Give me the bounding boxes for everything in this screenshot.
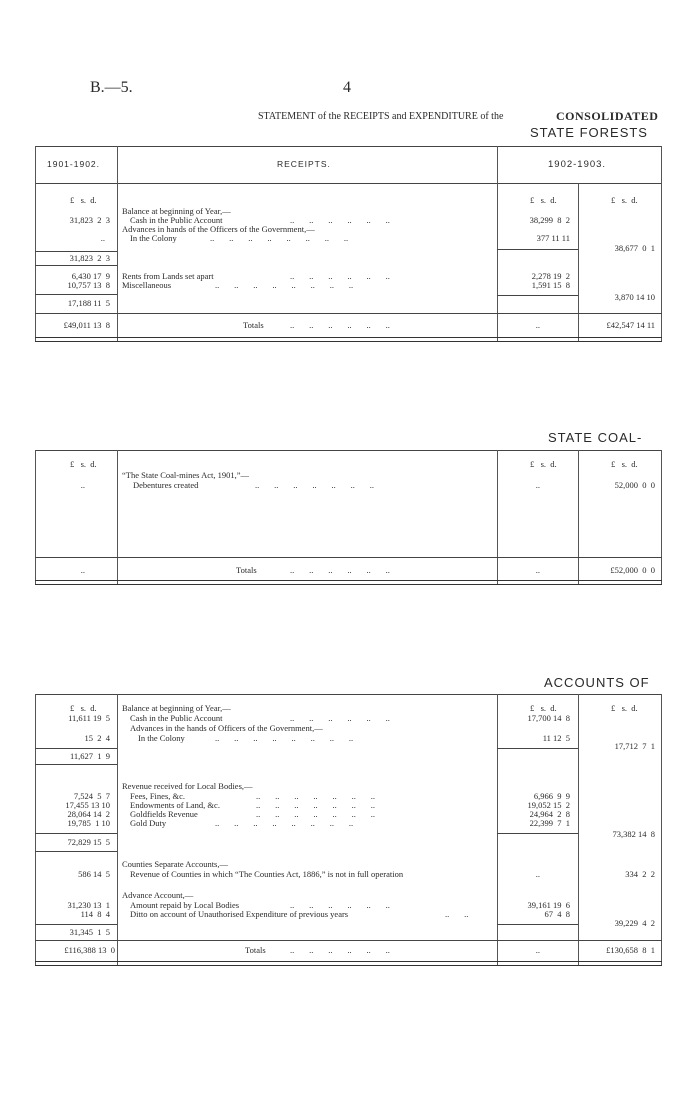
row-label: In the Colony bbox=[138, 733, 185, 743]
value: 31,823 2 3 bbox=[69, 215, 110, 225]
value: 22,399 7 1 bbox=[529, 818, 570, 828]
row-label: In the Colony bbox=[130, 233, 177, 243]
value: 24,964 2 8 bbox=[529, 809, 570, 819]
value: 19,785 1 10 bbox=[67, 818, 110, 828]
page-number: 4 bbox=[343, 79, 351, 96]
value: .. bbox=[80, 480, 85, 490]
row-label: Amount repaid by Local Bodies bbox=[130, 900, 240, 910]
subtotal: 72,829 15 5 bbox=[67, 837, 110, 847]
leader-dots: .. .. .. .. .. .. .. bbox=[256, 809, 375, 819]
value: 7,524 5 7 bbox=[73, 791, 110, 801]
subtotal: 17,712 7 1 bbox=[614, 741, 655, 751]
value: 17,455 13 10 bbox=[65, 800, 110, 810]
leader-dots: .. .. .. .. .. .. .. .. bbox=[210, 233, 349, 243]
page-reference: B.—5. bbox=[90, 79, 133, 96]
row-label: Cash in the Public Account bbox=[130, 215, 223, 225]
row-label: Rents from Lands set apart bbox=[122, 271, 214, 281]
row-label: Advance Account,— bbox=[122, 890, 194, 900]
units-mid: £ s. d. bbox=[530, 195, 557, 205]
subtotal: 17,188 11 5 bbox=[67, 298, 110, 308]
leader-dots: .. .. .. .. .. .. .. bbox=[256, 791, 375, 801]
total-mid: .. bbox=[535, 945, 540, 955]
leader-dots: .. .. .. .. .. .. .. .. bbox=[215, 818, 354, 828]
value: 2,278 19 2 bbox=[531, 271, 570, 281]
totals-label: Totals bbox=[245, 945, 266, 955]
statement-title: STATEMENT of the RECEIPTS and EXPENDITURE of the bbox=[258, 111, 504, 122]
value: 6,430 17 9 bbox=[71, 271, 110, 281]
row-label: “The State Coal-mines Act, 1901,”— bbox=[122, 470, 249, 480]
leader-dots: .. .. .. .. .. .. .. bbox=[256, 800, 375, 810]
row-label: Revenue of Counties in which “The Counties Act, 1886,” is not in full operation bbox=[130, 869, 404, 879]
leader-dots: .. .. bbox=[445, 909, 469, 919]
row-label: Endowments of Land, &c. bbox=[130, 800, 220, 810]
value: 17,700 14 8 bbox=[527, 713, 570, 723]
row-label: Gold Duty bbox=[130, 818, 167, 828]
value: 52,000 0 0 bbox=[614, 480, 655, 490]
total-mid: .. bbox=[535, 320, 540, 330]
row-label: Revenue received for Local Bodies,— bbox=[122, 781, 253, 791]
subtotal: 73,382 14 8 bbox=[612, 829, 655, 839]
state-forests-title: STATE FORESTS bbox=[530, 125, 648, 140]
value: 334 2 2 bbox=[625, 869, 655, 879]
totals-label: Totals bbox=[243, 320, 264, 330]
value: 114 8 4 bbox=[80, 909, 110, 919]
value: 67 4 8 bbox=[544, 909, 570, 919]
value: 11 12 5 bbox=[542, 733, 570, 743]
row-label: Cash in the Public Account bbox=[130, 713, 223, 723]
units-mid: £ s. d. bbox=[530, 459, 557, 469]
total-left: .. bbox=[80, 565, 85, 575]
leader-dots: .. .. .. .. .. .. bbox=[290, 565, 390, 575]
total-right: £52,000 0 0 bbox=[610, 565, 655, 575]
value: 586 14 5 bbox=[78, 869, 110, 879]
subtotal: 31,823 2 3 bbox=[69, 253, 110, 263]
row-label: Counties Separate Accounts,— bbox=[122, 859, 228, 869]
value: 28,064 14 2 bbox=[67, 809, 110, 819]
subtotal: 39,229 4 2 bbox=[614, 918, 655, 928]
leader-dots: .. .. .. .. .. .. bbox=[290, 945, 390, 955]
row-label: Debentures created bbox=[133, 480, 199, 490]
state-coal-title: STATE COAL- bbox=[548, 430, 643, 445]
value: 31,230 13 1 bbox=[67, 900, 110, 910]
units-mid: £ s. d. bbox=[530, 703, 557, 713]
value: 10,757 13 8 bbox=[67, 280, 110, 290]
value: 6,966 9 9 bbox=[533, 791, 570, 801]
leader-dots: .. .. .. .. .. .. bbox=[290, 271, 390, 281]
value: .. bbox=[100, 233, 105, 243]
units-right: £ s. d. bbox=[611, 195, 638, 205]
leader-dots: .. .. .. .. .. .. .. bbox=[255, 480, 374, 490]
units-left: £ s. d. bbox=[70, 195, 97, 205]
total-left: £49,011 13 8 bbox=[63, 320, 110, 330]
subtotal: 31,345 1 5 bbox=[69, 927, 110, 937]
value: 1,591 15 8 bbox=[531, 280, 570, 290]
total-right: £130,658 8 1 bbox=[606, 945, 655, 955]
subtotal: 38,677 0 1 bbox=[614, 243, 655, 253]
total-left: £116,388 13 0 bbox=[64, 945, 115, 955]
row-label: Balance at beginning of Year,— bbox=[122, 206, 231, 216]
col-year-1901: 1901-1902. bbox=[47, 159, 101, 169]
total-right: £42,547 14 11 bbox=[606, 320, 655, 330]
subtotal: 3,870 14 10 bbox=[614, 292, 655, 302]
leader-dots: .. .. .. .. .. .. bbox=[290, 320, 390, 330]
leader-dots: .. .. .. .. .. .. bbox=[290, 215, 390, 225]
value: 38,299 8 2 bbox=[529, 215, 570, 225]
value: 11,611 19 5 bbox=[68, 713, 110, 723]
subtotal: 11,627 1 9 bbox=[69, 751, 110, 761]
value: 19,052 15 2 bbox=[527, 800, 570, 810]
col-receipts: RECEIPTS. bbox=[277, 159, 331, 169]
value: 15 2 4 bbox=[84, 733, 110, 743]
value: .. bbox=[535, 869, 540, 879]
leader-dots: .. .. .. .. .. .. bbox=[290, 713, 390, 723]
col-year-1902: 1902-1903. bbox=[548, 159, 607, 170]
units-left: £ s. d. bbox=[70, 459, 97, 469]
row-label: Advances in hands of the Officers of the Government,— bbox=[122, 224, 315, 234]
totals-label: Totals bbox=[236, 565, 257, 575]
row-label: Goldfields Revenue bbox=[130, 809, 198, 819]
row-label: Fees, Fines, &c. bbox=[130, 791, 186, 801]
leader-dots: .. .. .. .. .. .. bbox=[290, 900, 390, 910]
value: 377 11 11 bbox=[536, 233, 570, 243]
consolidated-heading: CONSOLIDATED bbox=[556, 109, 659, 123]
leader-dots: .. .. .. .. .. .. .. .. bbox=[215, 733, 354, 743]
row-label: Balance at beginning of Year,— bbox=[122, 703, 231, 713]
units-right: £ s. d. bbox=[611, 703, 638, 713]
row-label: Advances in the hands of Officers of the Government,— bbox=[130, 723, 323, 733]
leader-dots: .. .. .. .. .. .. .. .. bbox=[215, 280, 354, 290]
value: .. bbox=[535, 480, 540, 490]
row-label: Miscellaneous bbox=[122, 280, 172, 290]
row-label: Ditto on account of Unauthorised Expenditure of previous years bbox=[130, 909, 349, 919]
accounts-of-title: ACCOUNTS OF bbox=[544, 675, 650, 690]
units-right: £ s. d. bbox=[611, 459, 638, 469]
units-left: £ s. d. bbox=[70, 703, 97, 713]
value: 39,161 19 6 bbox=[527, 900, 570, 910]
total-mid: .. bbox=[535, 565, 540, 575]
